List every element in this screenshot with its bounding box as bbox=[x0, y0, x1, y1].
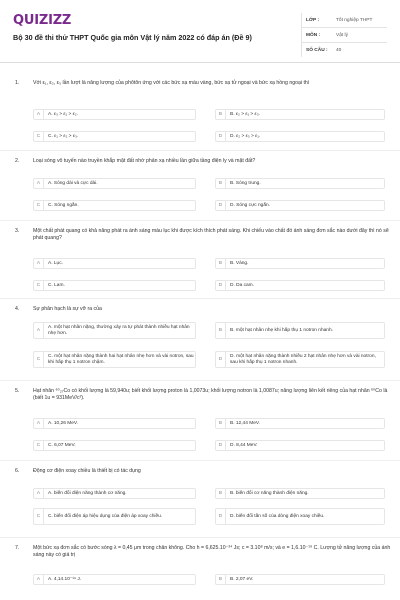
option-letter: A bbox=[34, 489, 44, 498]
question-text: Hạt nhân ⁶⁰₂₇Co có khối lượng là 59,940u; biết khối lượng proton là 1,0073u; khối lượng notron là 1,0087u; năng lượng liên kết riêng của hạt nhân ⁶⁰Co là (biết 1u = 931MeV/c²). bbox=[33, 388, 388, 401]
option-text: B. Vàng. bbox=[230, 260, 249, 266]
question-text: Một bức xạ đơn sắc có bước sóng λ = 0,45 μm trong chân không. Cho h = 6,625.10⁻³⁴ Js; c = 3.10⁸ m/s; và e = 1,6.10⁻¹⁹ C. Lượng tử năng lượng của ánh sáng này có giá trị bbox=[33, 545, 391, 558]
option-letter: A bbox=[34, 110, 44, 119]
option-a[interactable] bbox=[33, 178, 196, 189]
option-text: C. Sóng ngắn. bbox=[48, 202, 79, 208]
option-letter: B bbox=[216, 259, 226, 268]
option-c[interactable] bbox=[33, 440, 196, 451]
option-a[interactable] bbox=[33, 109, 196, 120]
option-text: A. biến đổi điện năng thành cơ năng. bbox=[48, 490, 127, 496]
question-number: 6. bbox=[15, 468, 20, 474]
option-b[interactable] bbox=[215, 109, 385, 120]
option-text: C. 6,07 MeV. bbox=[48, 442, 76, 448]
option-d[interactable] bbox=[215, 440, 385, 451]
option-d[interactable] bbox=[215, 280, 385, 291]
option-c[interactable] bbox=[33, 351, 196, 368]
option-letter: A bbox=[34, 179, 44, 188]
option-text: D. biến đổi tần số của dòng điện xoay chiều. bbox=[230, 513, 325, 519]
question-text: Với ε₁, ε₂, ε₃ lần lượt là năng lượng của phôtôn ứng với các bức xạ màu vàng, bức xạ tử ngoại và bức xạ hồng ngoại thì bbox=[33, 80, 310, 86]
question-text: Động cơ điện xoay chiều là thiết bị có tác dụng bbox=[33, 468, 141, 474]
meta-value: Vật lý bbox=[336, 32, 348, 38]
option-letter: B bbox=[216, 179, 226, 188]
option-text: D. Da cam. bbox=[230, 282, 254, 288]
option-c[interactable] bbox=[33, 280, 196, 291]
question-divider bbox=[0, 298, 400, 299]
header-divider bbox=[0, 62, 400, 63]
option-letter: C bbox=[34, 281, 44, 290]
question-number: 1. bbox=[15, 80, 20, 86]
option-text: B. 12,44 MeV. bbox=[230, 420, 260, 426]
question-number: 5. bbox=[15, 388, 20, 394]
option-text: A. Sóng dài và cực dài. bbox=[48, 180, 98, 186]
option-d[interactable] bbox=[215, 351, 385, 368]
option-text: A. Lục. bbox=[48, 260, 63, 266]
option-text: C. ε₁ > ε₂ > ε₃. bbox=[48, 133, 79, 139]
option-letter: D bbox=[216, 352, 226, 367]
option-letter: B bbox=[216, 110, 226, 119]
option-d[interactable] bbox=[215, 131, 385, 142]
option-a[interactable] bbox=[33, 258, 196, 269]
option-letter: B bbox=[216, 323, 226, 338]
option-c[interactable] bbox=[33, 200, 196, 211]
option-a[interactable] bbox=[33, 488, 196, 499]
question-number: 4. bbox=[15, 306, 20, 312]
meta-label: MÔN : bbox=[306, 32, 321, 38]
option-d[interactable] bbox=[215, 200, 385, 211]
option-a[interactable] bbox=[33, 322, 196, 339]
option-letter: D bbox=[216, 132, 226, 141]
option-text: D. ε₂ > ε₃ > ε₁. bbox=[230, 133, 261, 139]
option-letter: C bbox=[34, 352, 44, 367]
question-divider bbox=[0, 537, 400, 538]
option-text: D. 8,44 MeV. bbox=[230, 442, 258, 448]
meta-table bbox=[301, 13, 387, 57]
option-b[interactable] bbox=[215, 488, 385, 499]
meta-row-subject bbox=[302, 28, 387, 43]
option-letter: D bbox=[216, 509, 226, 524]
question-divider bbox=[0, 380, 400, 381]
question-text: Sự phân hạch là sự vỡ ra của bbox=[33, 306, 102, 312]
option-letter: C bbox=[34, 132, 44, 141]
question-number: 2. bbox=[15, 158, 20, 164]
question-text: Loại sóng vô tuyến nào truyền khắp mặt đất nhờ phản xạ nhiều lần giữa tầng điện ly và mặt đất? bbox=[33, 158, 256, 164]
option-b[interactable] bbox=[215, 258, 385, 269]
option-letter: D bbox=[216, 441, 226, 450]
option-text: B. một hạt nhân nhẹ khi hấp thụ 1 notron nhanh. bbox=[230, 327, 333, 333]
option-letter: A bbox=[34, 575, 44, 584]
option-letter: D bbox=[216, 201, 226, 210]
option-letter: C bbox=[34, 509, 44, 524]
option-letter: D bbox=[216, 281, 226, 290]
question-divider bbox=[0, 150, 400, 151]
option-text: C. một hạt nhân nặng thành hai hạt nhân nhẹ hơn và vài notron, sau khi hấp thụ 1 notron chậm. bbox=[48, 353, 194, 365]
option-text: A. 10,26 MeV. bbox=[48, 420, 78, 426]
option-text: D. một hạt nhân nặng thành nhiều 2 hạt nhân nhẹ hơn và vài notron, sau khi hấp thụ 1 notron nhanh. bbox=[230, 353, 376, 365]
option-text: B. biến đổi cơ năng thành điện năng. bbox=[230, 490, 309, 496]
meta-label: SỐ CÂU : bbox=[306, 47, 328, 53]
option-a[interactable] bbox=[33, 418, 196, 429]
document-title: Bộ 30 đề thi thử THPT Quốc gia môn Vật lý năm 2022 có đáp án (Đề 9) bbox=[13, 33, 252, 42]
option-text: A. một hạt nhân nặng, thường xảy ra tự phát thành nhiều hạt nhân nhẹ hơn. bbox=[48, 324, 190, 336]
quizizz-logo: QUIZIZZ bbox=[13, 13, 72, 28]
option-text: A. ε₃ > ε₁ > ε₂. bbox=[48, 111, 78, 117]
meta-value: Tốt nghiệp THPT bbox=[336, 17, 373, 23]
option-letter: A bbox=[34, 323, 44, 338]
option-text: B. 2,07 eV. bbox=[230, 576, 254, 582]
option-text: B. Sóng trung. bbox=[230, 180, 261, 186]
option-letter: B bbox=[216, 489, 226, 498]
option-d[interactable] bbox=[215, 508, 385, 525]
option-b[interactable] bbox=[215, 418, 385, 429]
meta-label: LỚP : bbox=[306, 17, 320, 23]
option-text: B. ε₂ > ε₁ > ε₃. bbox=[230, 111, 260, 117]
option-letter: B bbox=[216, 419, 226, 428]
meta-value: 40 bbox=[336, 47, 342, 53]
option-a[interactable] bbox=[33, 574, 196, 585]
meta-row-class bbox=[302, 13, 387, 28]
option-text: D. Sóng cực ngắn. bbox=[230, 202, 271, 208]
option-b[interactable] bbox=[215, 178, 385, 189]
option-b[interactable] bbox=[215, 322, 385, 339]
option-letter: C bbox=[34, 201, 44, 210]
option-text: A. 4,14.10⁻¹⁹ J. bbox=[48, 576, 82, 582]
question-divider bbox=[0, 220, 400, 221]
option-b[interactable] bbox=[215, 574, 385, 585]
option-c[interactable] bbox=[33, 508, 196, 525]
option-letter: A bbox=[34, 419, 44, 428]
option-letter: A bbox=[34, 259, 44, 268]
question-divider bbox=[0, 460, 400, 461]
option-text: C. biến đổi điện áp hiệu dụng của điện áp xoay chiều. bbox=[48, 513, 163, 519]
option-letter: B bbox=[216, 575, 226, 584]
option-letter: C bbox=[34, 441, 44, 450]
question-text: Một chất phát quang có khả năng phát ra ánh sáng màu lục khi được kích thích phát sáng. Khi chiếu vào chất đó ánh sáng đơn sắc nào dưới đây thì nó sẽ phát quang? bbox=[33, 228, 389, 241]
question-number: 7. bbox=[15, 545, 20, 551]
option-c[interactable] bbox=[33, 131, 196, 142]
meta-row-count bbox=[302, 43, 387, 57]
question-number: 3. bbox=[15, 228, 20, 234]
option-text: C. Lam. bbox=[48, 282, 65, 288]
